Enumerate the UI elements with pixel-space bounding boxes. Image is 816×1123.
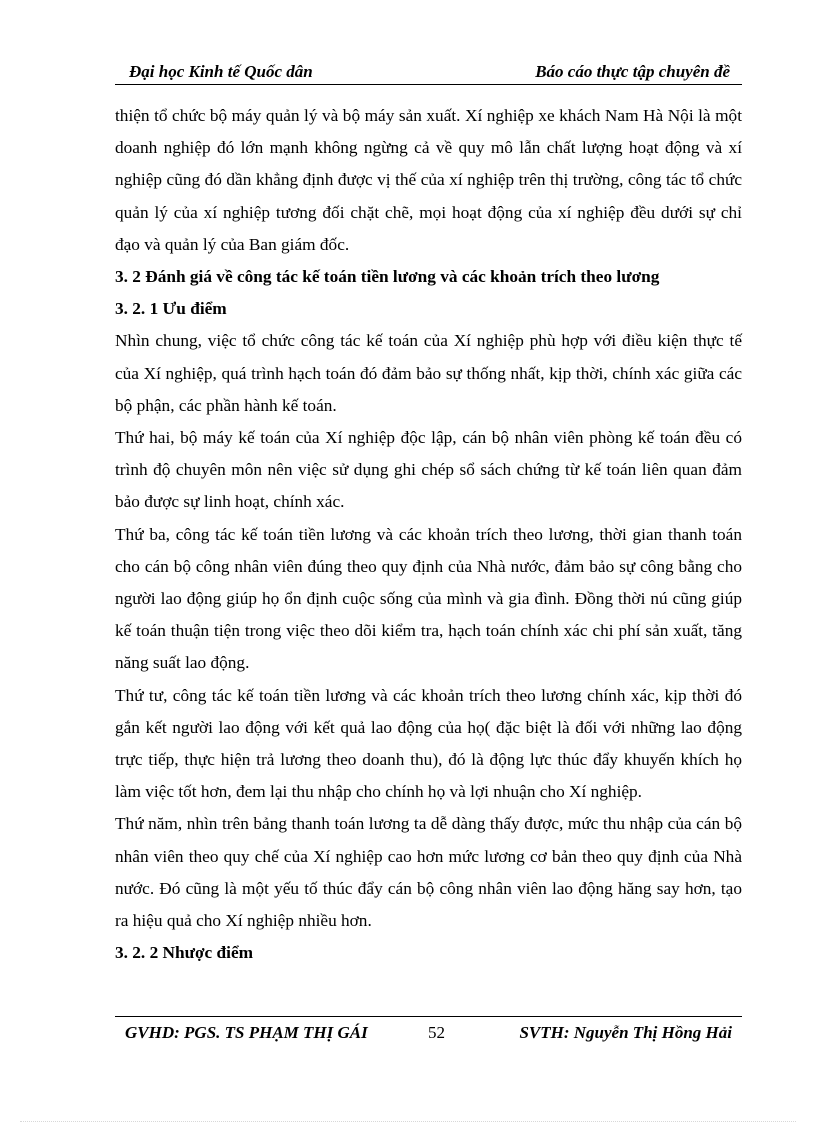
paragraph-second: Thứ hai, bộ máy kế toán của Xí nghiệp độc lập, cán bộ nhân viên phòng kế toán đều có trình độ chuyên môn nên việc sử dụng ghi chép sổ sách chứng từ kế toán liên quan đảm bảo được sự linh hoạt, chính xác. [115,428,742,512]
section-heading-3-2: 3. 2 Đánh giá về công tác kế toán tiền lương và các khoản trích theo lương [115,267,660,287]
page-bottom-divider [20,1121,796,1122]
paragraph-general: Nhìn chung, việc tổ chức công tác kế toán của Xí nghiệp phù hợp với điều kiện thực tế của Xí nghiệp, quá trình hạch toán đó đảm bảo sự thống nhất, kịp thời, chính xác giữa các bộ phận, các phần hành kế toán. [115,331,742,415]
page-footer [115,1016,742,1047]
paragraph-fourth: Thứ tư, công tác kế toán tiền lương và các khoản trích theo lương chính xác, kịp thời đó gắn kết người lao động với kết quả lao động của họ( đặc biệt là đối với những lao động trực tiếp, thực hiện trả lương theo doanh thu), đó là động lực thúc đẩy khuyến khích họ làm việc tốt hơn, đem lại thu nhập cho chính họ và lợi nhuận cho Xí nghiệp. [115,685,742,802]
page-body [115,100,742,969]
header-report-title: Báo cáo thực tập chuyên đề [535,62,730,81]
subsection-heading-3-2-2: 3. 2. 2 Nhược điểm [115,943,254,963]
paragraph-fifth: Thứ năm, nhìn trên bảng thanh toán lương ta dễ dàng thấy được, mức thu nhập của cán bộ nhân viên theo quy chế của Xí nghiệp cao hơn mức lương cơ bản theo quy định của Nhà nước. Đó cũng là một yếu tố thúc đẩy cán bộ công nhân viên lao động hăng say hơn, tạo ra hiệu quả cho Xí nghiệp nhiều hơn. [115,814,742,931]
page-header [115,58,742,85]
header-university: Đại học Kinh tế Quốc dân [129,62,313,81]
page-number: 52 [428,1023,445,1042]
footer-advisor: GVHD: PGS. TS PHẠM THỊ GÁI [125,1023,368,1042]
paragraph-intro-continuation: thiện tổ chức bộ máy quản lý và bộ máy sản xuất. Xí nghiệp xe khách Nam Hà Nội là một doanh nghiệp đó lớn mạnh không ngừng cả về quy mô lẫn chất lượng hoạt động và xí nghiệp cũng đó dần khẳng định được vị thế của xí nghiệp trên thị trường, công tác tổ chức quản lý của xí nghiệp tương đối chặt chẽ, mọi hoạt động của xí nghiệp đều dưới sự chỉ đạo và quản lý của Ban giám đốc. [115,106,742,254]
paragraph-third: Thứ ba, công tác kế toán tiền lương và các khoản trích theo lương, thời gian thanh toán cho cán bộ công nhân viên đúng theo quy định của Nhà nước, đảm bảo sự công bằng cho người lao động giúp họ ổn định cuộc sống của mình và gia đình. Đồng thời nú cũng giúp kế toán thuận tiện trong việc theo dõi kiểm tra, hạch toán chính xác chi phí sản xuất, tăng năng suất lao động. [115,524,742,673]
footer-student: SVTH: Nguyễn Thị Hồng Hải [519,1023,732,1042]
subsection-heading-3-2-1: 3. 2. 1 Ưu điểm [115,299,227,319]
